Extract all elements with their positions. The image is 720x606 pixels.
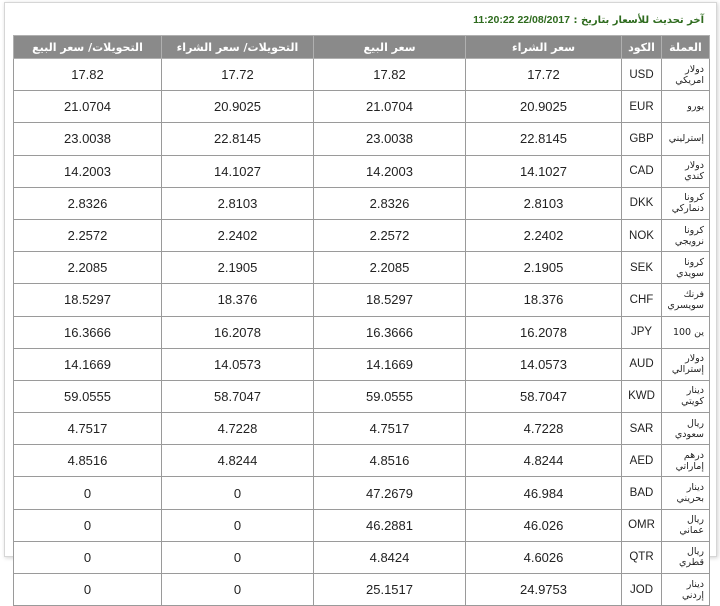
buy-rate-cell: 46.026 (466, 509, 622, 541)
transfer-sell-cell: 23.0038 (14, 123, 162, 155)
currency-code-cell: SEK (622, 252, 662, 284)
sell-rate-cell: 2.2572 (314, 219, 466, 251)
buy-rate-cell: 18.376 (466, 284, 622, 316)
table-row (14, 509, 710, 541)
currency-name-cell: دولار كندي (662, 155, 710, 187)
transfer-buy-cell: 4.8244 (162, 445, 314, 477)
transfer-sell-cell: 59.0555 (14, 380, 162, 412)
currency-name-cell: دينار كويتي (662, 380, 710, 412)
currency-code-cell: QTR (622, 541, 662, 573)
transfer-buy-cell: 22.8145 (162, 123, 314, 155)
currency-code-cell: EUR (622, 91, 662, 123)
table-row (14, 348, 710, 380)
sell-rate-cell: 25.1517 (314, 574, 466, 606)
transfer-sell-cell: 2.2572 (14, 219, 162, 251)
table-row (14, 574, 710, 606)
header-transfer-sell: التحويلات/ سعر البيع (14, 36, 162, 59)
currency-code-cell: DKK (622, 187, 662, 219)
currency-name-cell: دولار إسترالي (662, 348, 710, 380)
transfer-buy-cell: 58.7047 (162, 380, 314, 412)
currency-name-cell: ريال عماني (662, 509, 710, 541)
currency-code-cell: OMR (622, 509, 662, 541)
header-transfer-buy: التحويلات/ سعر الشراء (162, 36, 314, 59)
buy-rate-cell: 4.7228 (466, 413, 622, 445)
transfer-buy-cell: 14.0573 (162, 348, 314, 380)
transfer-buy-cell: 2.8103 (162, 187, 314, 219)
currency-code-cell: AUD (622, 348, 662, 380)
transfer-sell-cell: 0 (14, 477, 162, 509)
header-currency: العملة (662, 36, 710, 59)
table-row (14, 380, 710, 412)
table-row (14, 59, 710, 91)
buy-rate-cell: 58.7047 (466, 380, 622, 412)
currency-code-cell: USD (622, 59, 662, 91)
header-buy: سعر الشراء (466, 36, 622, 59)
sell-rate-cell: 16.3666 (314, 316, 466, 348)
sell-rate-cell: 4.8424 (314, 541, 466, 573)
currency-code-cell: GBP (622, 123, 662, 155)
buy-rate-cell: 2.1905 (466, 252, 622, 284)
transfer-buy-cell: 0 (162, 509, 314, 541)
currency-name-cell: فرنك سويسري (662, 284, 710, 316)
header-sell: سعر البيع (314, 36, 466, 59)
currency-code-cell: KWD (622, 380, 662, 412)
transfer-buy-cell: 14.1027 (162, 155, 314, 187)
sell-rate-cell: 18.5297 (314, 284, 466, 316)
currency-code-cell: SAR (622, 413, 662, 445)
currency-name-cell: ين 100 (662, 316, 710, 348)
buy-rate-cell: 46.984 (466, 477, 622, 509)
transfer-buy-cell: 0 (162, 541, 314, 573)
currency-code-cell: AED (622, 445, 662, 477)
sell-rate-cell: 14.2003 (314, 155, 466, 187)
transfer-sell-cell: 0 (14, 574, 162, 606)
sell-rate-cell: 2.8326 (314, 187, 466, 219)
currency-name-cell: ريال سعودي (662, 413, 710, 445)
transfer-sell-cell: 4.7517 (14, 413, 162, 445)
sell-rate-cell: 21.0704 (314, 91, 466, 123)
transfer-sell-cell: 14.2003 (14, 155, 162, 187)
last-update-label: آخر تحديث للأسعار بتاريخ : (573, 15, 704, 26)
transfer-buy-cell: 2.2402 (162, 219, 314, 251)
currency-code-cell: CHF (622, 284, 662, 316)
transfer-sell-cell: 14.1669 (14, 348, 162, 380)
buy-rate-cell: 14.0573 (466, 348, 622, 380)
transfer-buy-cell: 20.9025 (162, 91, 314, 123)
buy-rate-cell: 20.9025 (466, 91, 622, 123)
currency-name-cell: كرونا نرويجي (662, 219, 710, 251)
currency-code-cell: NOK (622, 219, 662, 251)
transfer-sell-cell: 17.82 (14, 59, 162, 91)
table-row (14, 316, 710, 348)
sell-rate-cell: 4.7517 (314, 413, 466, 445)
buy-rate-cell: 14.1027 (466, 155, 622, 187)
table-header-row (14, 36, 710, 59)
table-row (14, 155, 710, 187)
table-row (14, 219, 710, 251)
currency-name-cell: دينار بحريني (662, 477, 710, 509)
table-row (14, 123, 710, 155)
transfer-sell-cell: 16.3666 (14, 316, 162, 348)
sell-rate-cell: 4.8516 (314, 445, 466, 477)
table-row (14, 541, 710, 573)
transfer-buy-cell: 0 (162, 574, 314, 606)
transfer-sell-cell: 21.0704 (14, 91, 162, 123)
transfer-sell-cell: 0 (14, 541, 162, 573)
buy-rate-cell: 2.8103 (466, 187, 622, 219)
sell-rate-cell: 2.2085 (314, 252, 466, 284)
buy-rate-cell: 2.2402 (466, 219, 622, 251)
transfer-sell-cell: 0 (14, 509, 162, 541)
transfer-buy-cell: 16.2078 (162, 316, 314, 348)
transfer-buy-cell: 0 (162, 477, 314, 509)
currency-name-cell: ريال قطري (662, 541, 710, 573)
currency-name-cell: يورو (662, 91, 710, 123)
currency-name-cell: درهم إماراتي (662, 445, 710, 477)
last-update-line (473, 14, 704, 26)
buy-rate-cell: 24.9753 (466, 574, 622, 606)
buy-rate-cell: 17.72 (466, 59, 622, 91)
table-row (14, 477, 710, 509)
transfer-sell-cell: 4.8516 (14, 445, 162, 477)
currency-name-cell: دينار إردني (662, 574, 710, 606)
transfer-buy-cell: 17.72 (162, 59, 314, 91)
table-row (14, 445, 710, 477)
transfer-sell-cell: 2.2085 (14, 252, 162, 284)
currency-name-cell: كرونا سويدي (662, 252, 710, 284)
sell-rate-cell: 14.1669 (314, 348, 466, 380)
buy-rate-cell: 4.8244 (466, 445, 622, 477)
exchange-rates-table (13, 35, 710, 606)
transfer-sell-cell: 2.8326 (14, 187, 162, 219)
sell-rate-cell: 46.2881 (314, 509, 466, 541)
currency-name-cell: دولار امريكي (662, 59, 710, 91)
sell-rate-cell: 23.0038 (314, 123, 466, 155)
currency-code-cell: JOD (622, 574, 662, 606)
table-row (14, 91, 710, 123)
buy-rate-cell: 16.2078 (466, 316, 622, 348)
transfer-buy-cell: 18.376 (162, 284, 314, 316)
buy-rate-cell: 22.8145 (466, 123, 622, 155)
transfer-buy-cell: 2.1905 (162, 252, 314, 284)
currency-code-cell: BAD (622, 477, 662, 509)
sell-rate-cell: 47.2679 (314, 477, 466, 509)
table-row (14, 413, 710, 445)
sell-rate-cell: 59.0555 (314, 380, 466, 412)
last-update-datetime: 22/08/2017 11:20:22 (473, 14, 570, 26)
table-row (14, 284, 710, 316)
sell-rate-cell: 17.82 (314, 59, 466, 91)
table-row (14, 252, 710, 284)
currency-name-cell: إسترليني (662, 123, 710, 155)
table-body (14, 59, 710, 606)
currency-name-cell: كرونا دنماركي (662, 187, 710, 219)
currency-code-cell: CAD (622, 155, 662, 187)
header-code: الكود (622, 36, 662, 59)
currency-code-cell: JPY (622, 316, 662, 348)
transfer-sell-cell: 18.5297 (14, 284, 162, 316)
buy-rate-cell: 4.6026 (466, 541, 622, 573)
transfer-buy-cell: 4.7228 (162, 413, 314, 445)
table-row (14, 187, 710, 219)
